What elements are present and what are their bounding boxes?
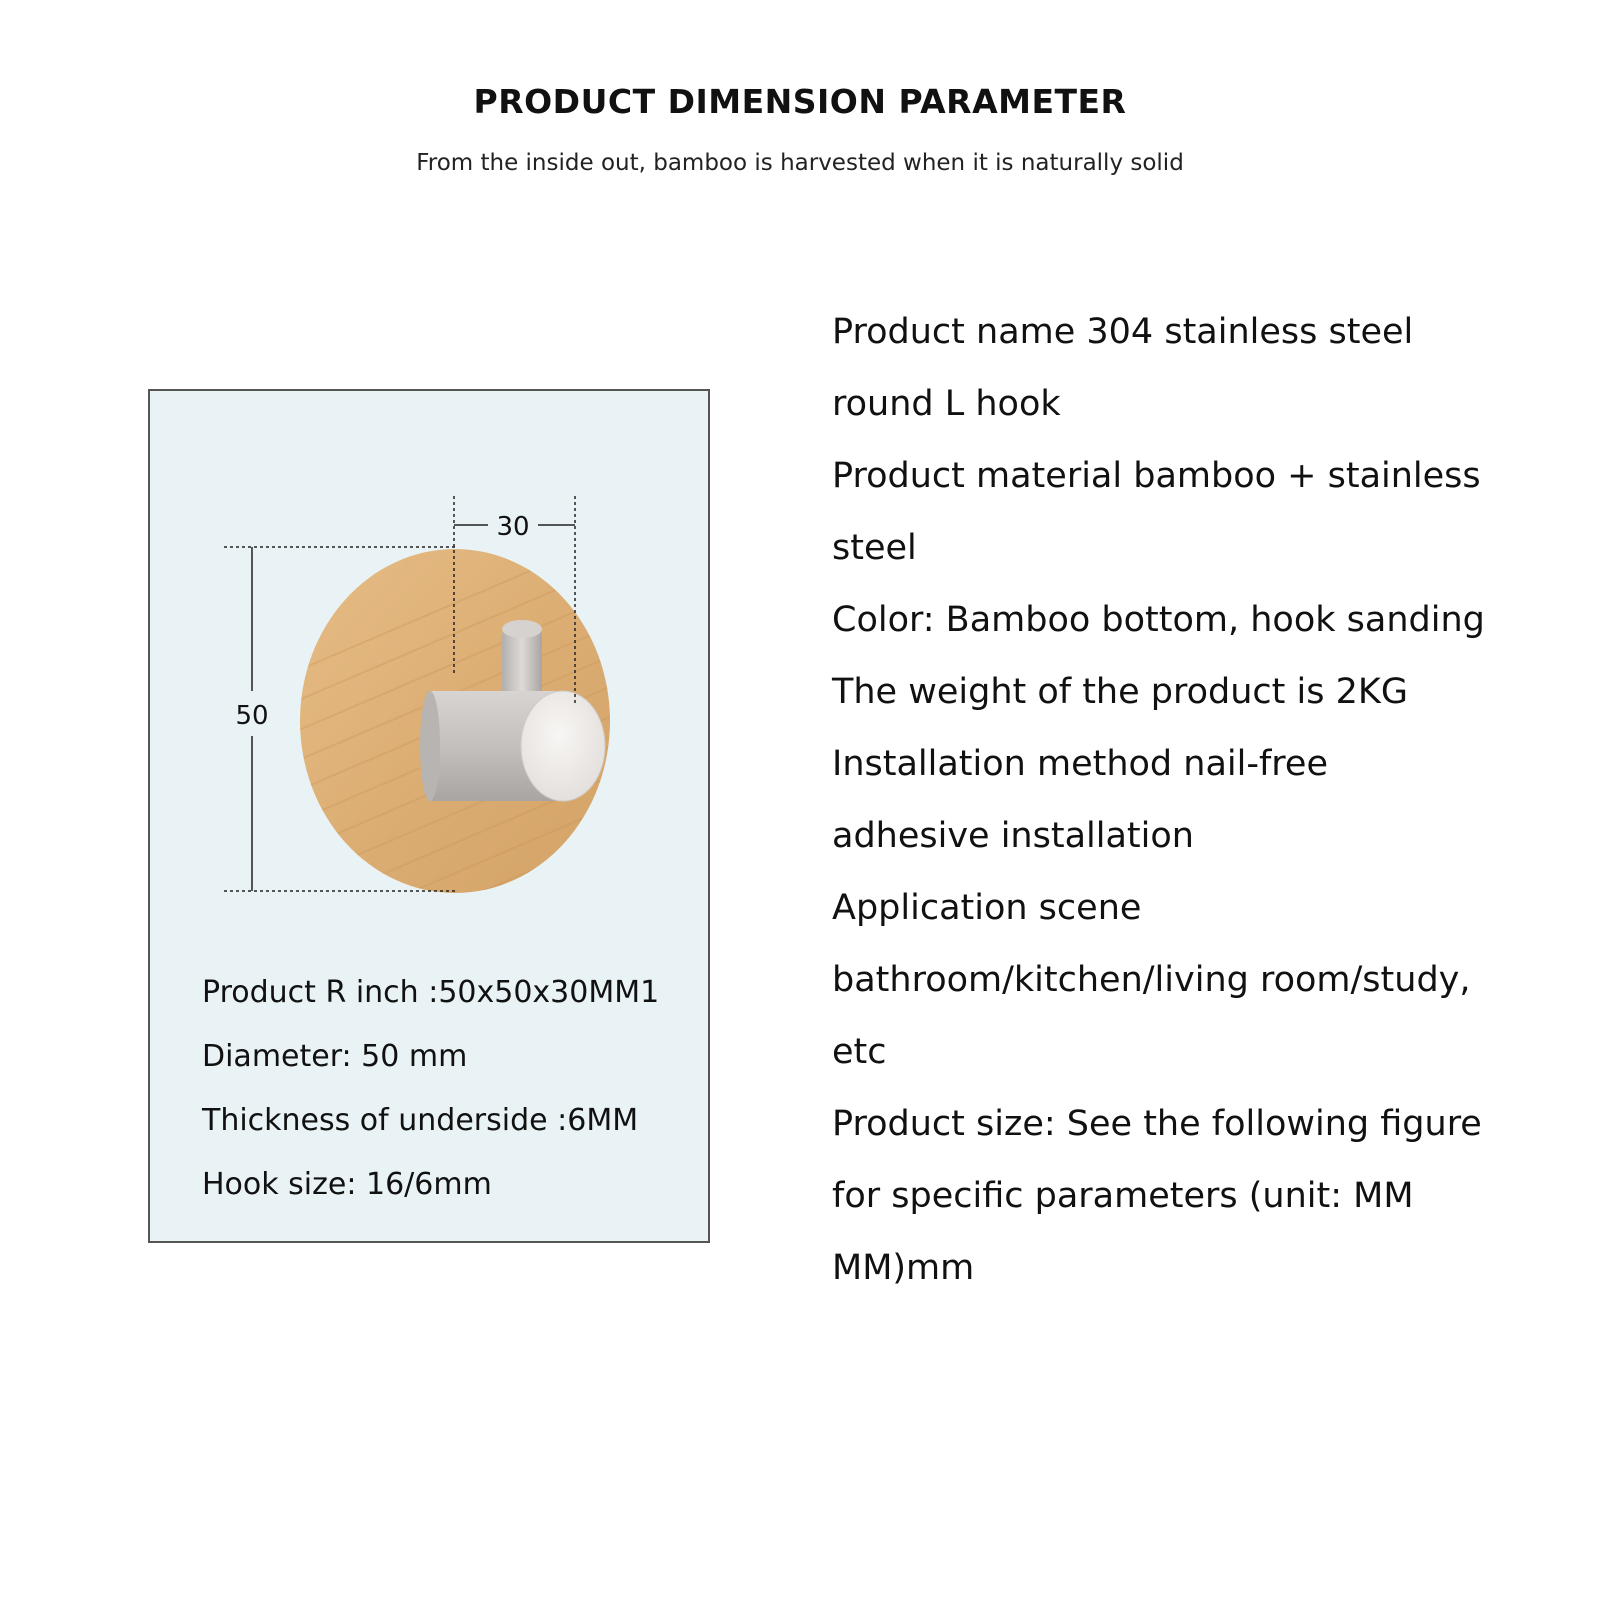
spec-item-diameter: Diameter: 50 mm bbox=[202, 1039, 468, 1074]
description-line: Product name 304 stainless steel bbox=[832, 312, 1414, 352]
description-line: steel bbox=[832, 528, 917, 568]
description-line: Product size: See the following figure bbox=[832, 1104, 1482, 1144]
description-line: for specific parameters (unit: MM bbox=[832, 1176, 1414, 1216]
spec-item-hook-size: Hook size: 16/6mm bbox=[202, 1167, 492, 1202]
dimension-height-label: 50 bbox=[235, 701, 269, 731]
description-line: Installation method nail-free bbox=[832, 744, 1328, 784]
description-line: bathroom/kitchen/living room/study, bbox=[832, 960, 1471, 1000]
dimension-panel bbox=[148, 389, 710, 1243]
description-line: adhesive installation bbox=[832, 816, 1194, 856]
description-line: etc bbox=[832, 1032, 887, 1072]
page-title: PRODUCT DIMENSION PARAMETER bbox=[473, 82, 1127, 121]
spec-list bbox=[202, 961, 659, 1217]
spec-item-size: Product R inch :50x50x30MM1 bbox=[202, 975, 660, 1010]
description-line: Application scene bbox=[832, 888, 1142, 928]
product-description bbox=[832, 296, 1552, 1304]
description-line: Product material bamboo + stainless bbox=[832, 456, 1481, 496]
dimension-width-label: 30 bbox=[496, 512, 530, 542]
description-line: round L hook bbox=[832, 384, 1061, 424]
product-illustration bbox=[150, 391, 712, 951]
description-line: Color: Bamboo bottom, hook sanding bbox=[832, 600, 1485, 640]
spec-item-thickness: Thickness of underside :6MM bbox=[202, 1103, 639, 1138]
page-subtitle: From the inside out, bamboo is harvested when it is naturally solid bbox=[416, 150, 1184, 176]
description-line: The weight of the product is 2KG bbox=[832, 672, 1408, 712]
description-line: MM)mm bbox=[832, 1248, 975, 1288]
